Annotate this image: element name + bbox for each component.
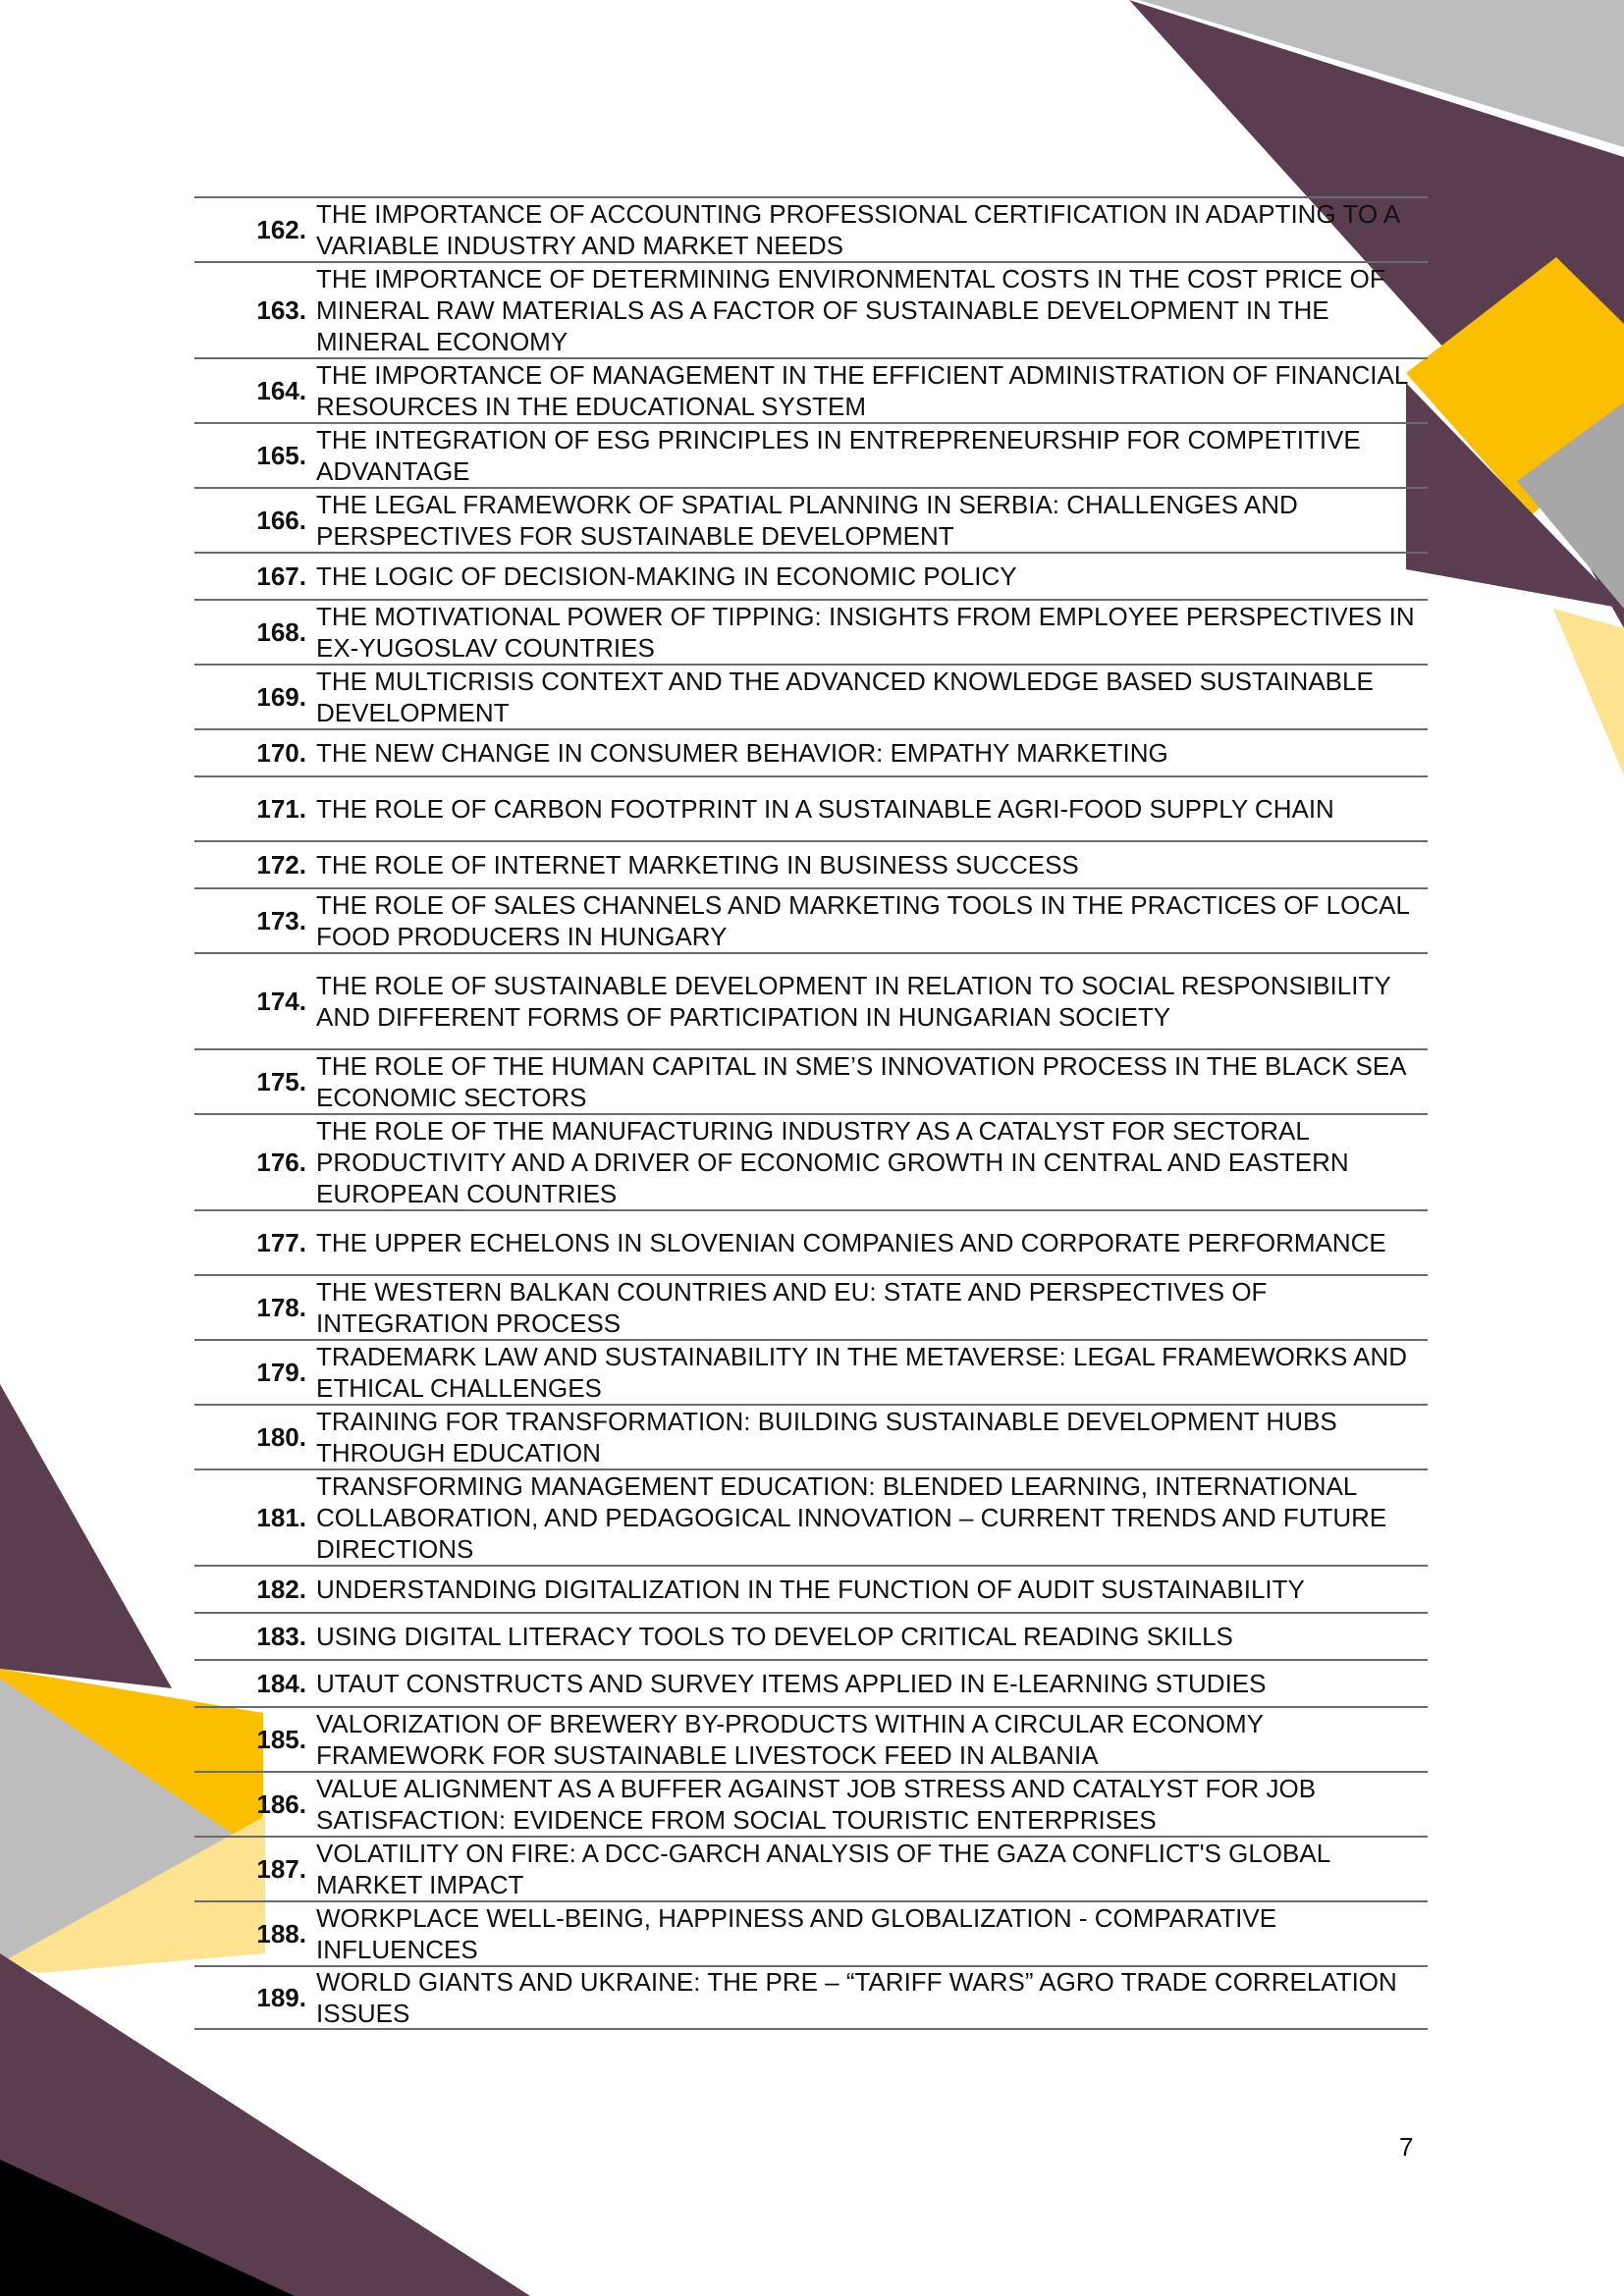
toc-entry-number: 162. (256, 214, 306, 244)
toc-entry-title: TRANSFORMING MANAGEMENT EDUCATION: BLENDED LEARNING, INTERNATIONAL COLLABORATION, AND PEDAGOGICAL INNOVATION – CURRENT TRENDS AND FUTURE DIRECTIONS (316, 1471, 1387, 1564)
toc-entry (194, 196, 1428, 261)
toc-entry-title: THE ROLE OF THE MANUFACTURING INDUSTRY AS A CATALYST FOR SECTORAL PRODUCTIVITY AND A DRIVER OF ECONOMIC GROWTH IN CENTRAL AND EASTERN EUROPEAN COUNTRIES (316, 1116, 1349, 1208)
toc-entry (194, 1404, 1428, 1468)
toc-entry-title: THE MOTIVATIONAL POWER OF TIPPING: INSIGHTS FROM EMPLOYEE PERSPECTIVES IN EX-YUGOSLAV COUNTRIES (316, 602, 1415, 663)
toc-entry-title: WORKPLACE WELL-BEING, HAPPINESS AND GLOBALIZATION - COMPARATIVE INFLUENCES (316, 1903, 1277, 1964)
toc-entry-number: 188. (256, 1918, 306, 1949)
toc-entry-title: THE ROLE OF SALES CHANNELS AND MARKETING TOOLS IN THE PRACTICES OF LOCAL FOOD PRODUCERS IN HUNGARY (316, 890, 1409, 951)
toc-entry (194, 664, 1428, 728)
toc-entry-number: 170. (256, 737, 306, 768)
toc-entry-number: 178. (256, 1292, 306, 1322)
page-number: 7 (1399, 2132, 1414, 2162)
toc-entry-number: 177. (256, 1227, 306, 1257)
toc-entry (194, 1659, 1428, 1706)
toc-entry (194, 1274, 1428, 1339)
toc-entry-number: 187. (256, 1853, 306, 1884)
toc-entry (194, 1468, 1428, 1565)
toc-entry-title: UTAUT CONSTRUCTS AND SURVEY ITEMS APPLIED IN E-LEARNING STUDIES (316, 1669, 1267, 1698)
toc-entry-title: THE WESTERN BALKAN COUNTRIES AND EU: STATE AND PERSPECTIVES OF INTEGRATION PROCESS (316, 1277, 1268, 1338)
toc-entry-number: 180. (256, 1421, 306, 1452)
toc-entry (194, 952, 1428, 1048)
toc-entry-title: THE UPPER ECHELONS IN SLOVENIAN COMPANIES AND CORPORATE PERFORMANCE (316, 1228, 1386, 1257)
toc-entry-number: 176. (256, 1147, 306, 1177)
toc-entry (194, 775, 1428, 840)
toc-entry-number: 171. (256, 793, 306, 824)
toc-entry-title: THE IMPORTANCE OF DETERMINING ENVIRONMENTAL COSTS IN THE COST PRICE OF MINERAL RAW MATERIALS AS A FACTOR OF SUSTAINABLE DEVELOPMENT IN THE MINERAL ECONOMY (316, 264, 1385, 356)
toc-entry-title: THE NEW CHANGE IN CONSUMER BEHAVIOR: EMPATHY MARKETING (316, 738, 1168, 768)
toc-entry (194, 261, 1428, 357)
toc-entry-title: THE LEGAL FRAMEWORK OF SPATIAL PLANNING IN SERBIA: CHALLENGES AND PERSPECTIVES FOR SUSTAINABLE DEVELOPMENT (316, 490, 1298, 551)
toc-entry-number: 164. (256, 375, 306, 405)
toc-entry-title: USING DIGITAL LITERACY TOOLS TO DEVELOP CRITICAL READING SKILLS (316, 1622, 1233, 1651)
toc-entry (194, 1565, 1428, 1612)
toc-entry-title: WORLD GIANTS AND UKRAINE: THE PRE – “TARIFF WARS” AGRO TRADE CORRELATION ISSUES (316, 1967, 1397, 2028)
toc-entry (194, 1706, 1428, 1771)
toc-entry (194, 1113, 1428, 1209)
toc-entry (194, 1771, 1428, 1836)
toc-entry (194, 1048, 1428, 1113)
toc-entry-title: THE ROLE OF CARBON FOOTPRINT IN A SUSTAINABLE AGRI-FOOD SUPPLY CHAIN (316, 794, 1334, 824)
toc-entry-number: 175. (256, 1066, 306, 1096)
toc-entry-number: 169. (256, 681, 306, 712)
toc-entry-title: THE INTEGRATION OF ESG PRINCIPLES IN ENTREPRENEURSHIP FOR COMPETITIVE ADVANTAGE (316, 425, 1361, 486)
toc-entry-number: 181. (256, 1502, 306, 1532)
toc-entry-number: 186. (256, 1789, 306, 1819)
toc-entry-number: 174. (256, 986, 306, 1016)
toc-entry-number: 182. (256, 1574, 306, 1604)
toc-entry-title: THE IMPORTANCE OF ACCOUNTING PROFESSIONAL CERTIFICATION IN ADAPTING TO A VARIABLE INDUSTRY AND MARKET NEEDS (316, 199, 1399, 260)
toc-entry-title: TRAINING FOR TRANSFORMATION: BUILDING SUSTAINABLE DEVELOPMENT HUBS THROUGH EDUCATION (316, 1407, 1337, 1468)
toc-entry-number: 179. (256, 1357, 306, 1387)
toc-entry (194, 1836, 1428, 1900)
toc-entry-number: 165. (256, 440, 306, 470)
toc-entry (194, 728, 1428, 775)
toc-entry (194, 1965, 1428, 2030)
toc-entry-number: 183. (256, 1621, 306, 1651)
toc-entry-title: THE MULTICRISIS CONTEXT AND THE ADVANCED KNOWLEDGE BASED SUSTAINABLE DEVELOPMENT (316, 667, 1374, 727)
toc-entry-title: THE ROLE OF SUSTAINABLE DEVELOPMENT IN RELATION TO SOCIAL RESPONSIBILITY AND DIFFERENT FORMS OF PARTICIPATION IN HUNGARIAN SOCIETY (316, 971, 1391, 1032)
toc-entry (194, 487, 1428, 552)
toc-entry (194, 1612, 1428, 1659)
right-light-yellow-shape (1553, 609, 1624, 775)
left-purple-shape (0, 1384, 172, 1688)
toc-entry (194, 1339, 1428, 1404)
toc-entry-number: 189. (256, 1982, 306, 2012)
toc-entry-title: THE ROLE OF THE HUMAN CAPITAL IN SME’S INNOVATION PROCESS IN THE BLACK SEA ECONOMIC SECTORS (316, 1051, 1406, 1112)
toc-entry-title: THE LOGIC OF DECISION-MAKING IN ECONOMIC POLICY (316, 561, 1017, 591)
toc-entry-number: 184. (256, 1668, 306, 1698)
toc-entry-number: 168. (256, 616, 306, 647)
toc-entry-title: VALORIZATION OF BREWERY BY-PRODUCTS WITHIN A CIRCULAR ECONOMY FRAMEWORK FOR SUSTAINABLE LIVESTOCK FEED IN ALBANIA (316, 1709, 1264, 1770)
toc-entry-number: 166. (256, 505, 306, 535)
table-of-contents (194, 196, 1428, 2030)
toc-entry (194, 552, 1428, 599)
toc-entry-title: UNDERSTANDING DIGITALIZATION IN THE FUNCTION OF AUDIT SUSTAINABILITY (316, 1575, 1305, 1604)
toc-entry-number: 172. (256, 849, 306, 880)
toc-entry-title: VOLATILITY ON FIRE: A DCC-GARCH ANALYSIS OF THE GAZA CONFLICT'S GLOBAL MARKET IMPACT (316, 1839, 1330, 1899)
toc-entry-title: TRADEMARK LAW AND SUSTAINABILITY IN THE METAVERSE: LEGAL FRAMEWORKS AND ETHICAL CHALLENGES (316, 1342, 1407, 1403)
toc-entry (194, 887, 1428, 952)
toc-entry (194, 840, 1428, 887)
toc-entry-number: 167. (256, 561, 306, 591)
toc-entry (194, 422, 1428, 487)
toc-entry-title: VALUE ALIGNMENT AS A BUFFER AGAINST JOB STRESS AND CATALYST FOR JOB SATISFACTION: EVIDENCE FROM SOCIAL TOURISTIC ENTERPRISES (316, 1774, 1317, 1835)
toc-entry (194, 599, 1428, 664)
toc-entry (194, 1209, 1428, 1274)
toc-entry-title: THE ROLE OF INTERNET MARKETING IN BUSINESS SUCCESS (316, 850, 1079, 880)
toc-entry-number: 185. (256, 1724, 306, 1754)
toc-entry-number: 163. (256, 294, 306, 325)
toc-entry (194, 1900, 1428, 1965)
toc-entry-number: 173. (256, 905, 306, 935)
toc-entry-title: THE IMPORTANCE OF MANAGEMENT IN THE EFFICIENT ADMINISTRATION OF FINANCIAL RESOURCES IN THE EDUCATIONAL SYSTEM (316, 360, 1408, 421)
toc-entry (194, 357, 1428, 422)
